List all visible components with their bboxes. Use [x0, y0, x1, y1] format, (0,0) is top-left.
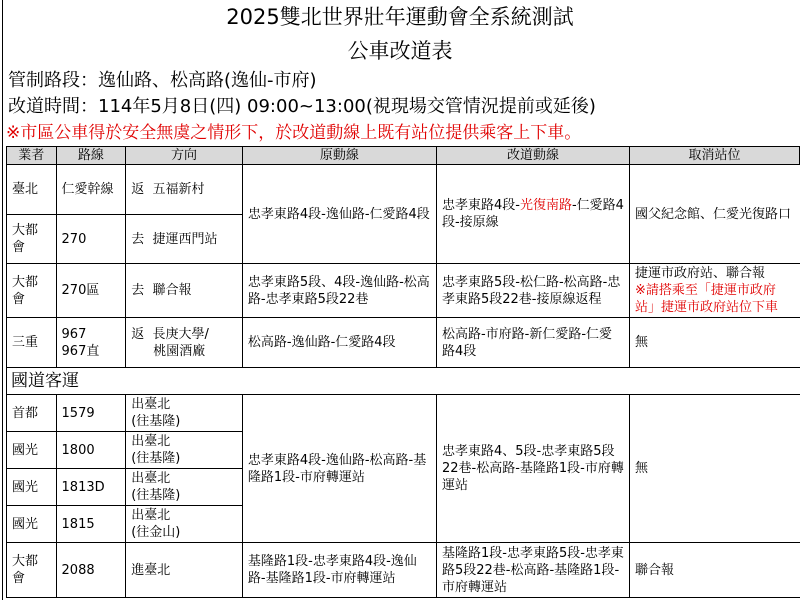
direction-cell: 去 聯合報 — [126, 264, 243, 318]
operator-cell: 大都會 — [7, 543, 57, 598]
cancelled-stops-note: ※請搭乘至「捷運市政府站」捷運市政府站位下車 — [635, 283, 779, 315]
cancelled-stops-cell: 無 — [630, 395, 800, 543]
detour-highlight: 光復南路 — [519, 198, 572, 213]
route-cell: 1815 — [56, 506, 126, 543]
operator-cell: 首都 — [7, 395, 57, 432]
section-row — [7, 368, 800, 395]
route-cell: 270 — [56, 215, 126, 264]
route-cell: 2088 — [56, 543, 126, 598]
detour-route-cell: 松高路-市府路-新仁愛路-仁愛路4段 — [436, 318, 629, 368]
page-subtitle: 公車改道表 — [347, 39, 453, 63]
original-route-cell: 忠孝東路4段-逸仙路-松高路-基隆路1段-市府轉運站 — [242, 395, 436, 543]
direction-text: (往基隆) — [131, 451, 181, 466]
direction-cell — [126, 432, 243, 469]
table-row — [7, 165, 800, 215]
direction-text: (往基隆) — [131, 414, 181, 429]
direction-text: (往基隆) — [131, 488, 181, 503]
table-row — [7, 318, 800, 368]
col-route: 路線 — [56, 147, 126, 165]
direction-text: 出臺北 — [131, 508, 171, 523]
direction-cell — [126, 469, 243, 506]
notice: ※市區公車得於安全無虞之情形下，於改道動線上既有站位提供乘客上下車。 — [6, 123, 582, 143]
cancelled-stops-cell: 聯合報 — [630, 543, 800, 598]
direction-cell: 去 捷運西門站 — [126, 215, 243, 264]
table-header-row — [7, 147, 800, 165]
table-row — [7, 395, 800, 432]
route-cell: 1813D — [56, 469, 126, 506]
detour-time: 改道時間：114年5月8日(四) 09:00~13:00(視現場交管情況提前或延後) — [8, 96, 596, 117]
direction-cell — [126, 506, 243, 543]
detour-route-cell: 基隆路1段-忠孝東路5段-忠孝東路5段22巷-松高路-基隆路1段-市府轉運站 — [436, 543, 629, 598]
direction-cell: 進臺北 — [126, 543, 243, 598]
operator-cell: 臺北 — [7, 165, 57, 215]
control-road: 管制路段：逸仙路、松高路(逸仙-市府) — [8, 70, 317, 91]
table-row — [7, 543, 800, 598]
direction-cell — [126, 395, 243, 432]
detour-route-cell: 忠孝東路5段-松仁路-松高路-忠孝東路5段22巷-接原線返程 — [436, 264, 629, 318]
col-direction: 方向 — [126, 147, 243, 165]
route-cell: 仁愛幹線 — [56, 165, 126, 215]
cancelled-stops-cell: 無 — [630, 318, 800, 368]
original-route-cell: 基隆路1段-忠孝東路4段-逸仙路-基隆路1段-市府轉運站 — [242, 543, 436, 598]
route-cell: 1800 — [56, 432, 126, 469]
original-route-cell: 松高路-逸仙路-仁愛路4段 — [242, 318, 436, 368]
original-route-cell: 忠孝東路5段、4段-逸仙路-松高路-忠孝東路5段22巷 — [242, 264, 436, 318]
col-cancelled: 取消站位 — [630, 147, 800, 165]
detour-table — [6, 146, 800, 598]
col-detour: 改道動線 — [436, 147, 629, 165]
cancelled-stops-cell: 國父紀念館、仁愛光復路口 — [630, 165, 800, 264]
route-text: 967 — [61, 326, 87, 342]
section-label: 國道客運 — [7, 368, 800, 395]
direction-text: 出臺北 — [131, 471, 171, 486]
cancelled-stops-text: 捷運市政府站、聯合報 — [635, 266, 766, 281]
direction-cell — [126, 318, 243, 368]
route-cell — [56, 318, 126, 368]
table-row — [7, 264, 800, 318]
col-original: 原動線 — [242, 147, 436, 165]
route-text: 967直 — [61, 343, 100, 359]
left-border — [2, 0, 3, 600]
operator-cell: 大都會 — [7, 215, 57, 264]
direction-text: 返 長庚大學/ — [131, 326, 209, 342]
cancelled-stops-cell — [630, 264, 800, 318]
direction-text: 桃園酒廠 — [153, 343, 206, 359]
col-operator: 業者 — [7, 147, 57, 165]
operator-cell: 三重 — [7, 318, 57, 368]
operator-cell: 國光 — [7, 506, 57, 543]
route-cell: 1579 — [56, 395, 126, 432]
detour-route-cell: 忠孝東路4、5段-忠孝東路5段22巷-松高路-基隆路1段-市府轉運站 — [436, 395, 629, 543]
operator-cell: 大都會 — [7, 264, 57, 318]
page-title: 2025雙北世界壯年運動會全系統測試 — [226, 5, 574, 29]
direction-cell: 返 五福新村 — [126, 165, 243, 215]
operator-cell: 國光 — [7, 469, 57, 506]
operator-cell: 國光 — [7, 432, 57, 469]
direction-text: 出臺北 — [131, 397, 171, 412]
direction-text: (往金山) — [131, 525, 181, 540]
detour-text: 忠孝東路4段- — [441, 198, 520, 213]
detour-text: -仁愛路4段-接原線 — [441, 198, 624, 230]
original-route-cell: 忠孝東路4段-逸仙路-仁愛路4段 — [242, 165, 436, 264]
route-cell: 270區 — [56, 264, 126, 318]
detour-route-cell — [436, 165, 629, 264]
direction-text: 出臺北 — [131, 434, 171, 449]
